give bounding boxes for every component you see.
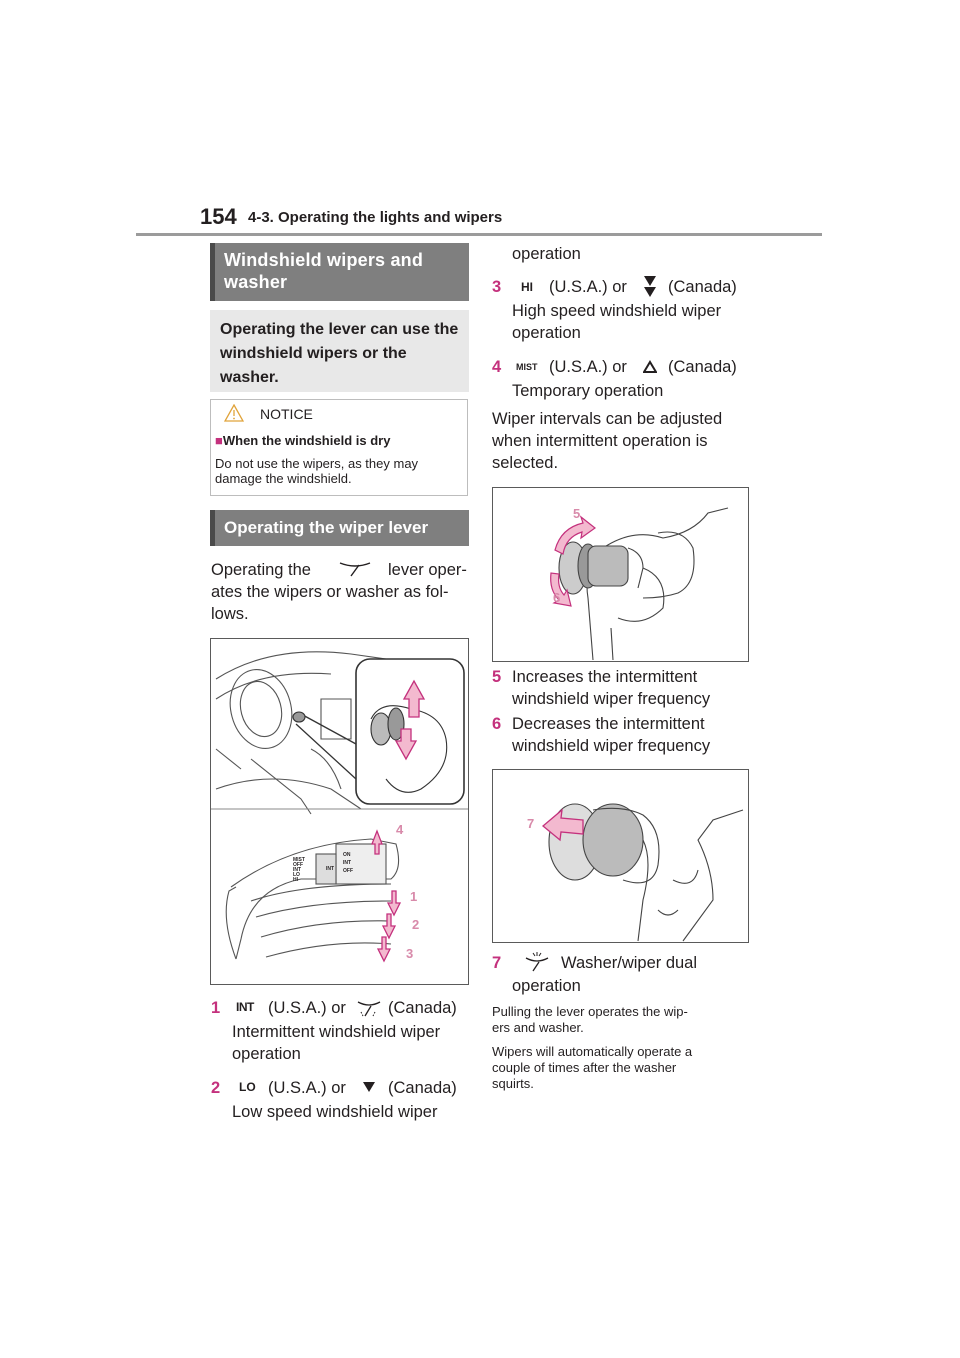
- item-6-line-2: windshield wiper frequency: [512, 737, 711, 755]
- item-2-desc-2: operation: [512, 245, 581, 263]
- interval-adjust-illustration: [493, 488, 748, 661]
- lo-symbol: LO: [239, 1080, 256, 1094]
- washer-figure: [492, 769, 749, 943]
- lever-markings-left: [293, 858, 313, 883]
- mist-symbol: MIST: [516, 362, 538, 372]
- lever-mark-hi: HI: [293, 877, 298, 883]
- item-4-usa: (U.S.A.) or: [549, 358, 627, 376]
- wiper-lever-figure: [210, 638, 469, 985]
- item-2-canada: (Canada): [388, 1079, 457, 1097]
- wiper-lever-illustration: [211, 639, 468, 984]
- figure-label-1: 1: [410, 889, 418, 904]
- lever-mark-mist: MIST: [293, 857, 305, 863]
- interval-line-2: when intermittent operation is: [492, 432, 708, 450]
- interval-adjust-figure: [492, 487, 749, 662]
- hi-symbol: HI: [521, 280, 533, 294]
- item-4-canada: (Canada): [668, 358, 737, 376]
- mist-icon: [643, 360, 657, 374]
- item-number-6: 6: [492, 715, 502, 733]
- item-6-line-1: Decreases the intermittent: [512, 715, 705, 733]
- item-1-desc-1: Intermittent windshield wiper: [232, 1023, 441, 1041]
- item-3-desc-2: operation: [512, 324, 581, 342]
- intro-line-2: ates the wipers or washer as fol-: [211, 583, 449, 601]
- item-7-line-1: Washer/wiper dual: [561, 954, 698, 972]
- washer-illustration: [493, 770, 748, 942]
- lever-markings-right: [343, 851, 363, 875]
- section-title: 4-3. Operating the lights and wipers: [248, 209, 503, 226]
- notice-label: NOTICE: [260, 406, 313, 422]
- item-1-desc-2: operation: [232, 1045, 301, 1063]
- item-number-1: 1: [211, 999, 221, 1017]
- item-5-line-2: windshield wiper frequency: [512, 690, 711, 708]
- item-3-desc-1: High speed windshield wiper: [512, 302, 722, 320]
- item-2-usa: (U.S.A.) or: [268, 1079, 346, 1097]
- high-speed-icon: [643, 275, 657, 299]
- page-number: 154: [200, 204, 237, 229]
- lever-mark-int-3: INT: [326, 866, 335, 872]
- item-number-4: 4: [492, 358, 502, 376]
- figure-label-2: 2: [412, 917, 420, 932]
- intro-line-1b: lever oper-: [388, 561, 467, 579]
- figure-label-4: 4: [396, 822, 404, 837]
- item-1-usa: (U.S.A.) or: [268, 999, 346, 1017]
- item-number-3: 3: [492, 278, 502, 296]
- item-number-7: 7: [492, 954, 502, 972]
- item-7-line-2: operation: [512, 977, 581, 995]
- note-1-line-1: Pulling the lever operates the wip-: [492, 1004, 688, 1019]
- lever-mark-int: INT: [293, 867, 302, 873]
- warning-icon: [224, 404, 244, 422]
- intro-line-1a: Operating the: [211, 561, 311, 579]
- header-divider: [136, 233, 822, 236]
- section-heading: Windshield wipers and washer: [210, 243, 469, 301]
- item-3-usa: (U.S.A.) or: [549, 278, 627, 296]
- lever-mark-lo: LO: [293, 872, 300, 878]
- notice-body: Do not use the wipers, as they may damage the windshield.: [215, 456, 419, 486]
- low-speed-icon: [362, 1081, 376, 1093]
- item-2-desc-1: Low speed windshield wiper: [232, 1103, 438, 1121]
- intermittent-wiper-icon: [356, 998, 382, 1018]
- intro-line-3: lows.: [211, 605, 249, 623]
- note-2-line-1: Wipers will automatically operate a: [492, 1044, 693, 1059]
- lever-mark-on: ON: [343, 852, 351, 858]
- figure-label-6: 6: [553, 590, 561, 605]
- item-1-canada: (Canada): [388, 999, 457, 1017]
- note-2-line-2: couple of times after the washer: [492, 1060, 677, 1075]
- note-2-line-3: squirts.: [492, 1076, 534, 1091]
- lever-mark-int-2: INT: [343, 860, 352, 866]
- square-bullet-icon: ■: [215, 433, 223, 448]
- item-3-canada: (Canada): [668, 278, 737, 296]
- lever-mark-off-2: OFF: [343, 868, 353, 874]
- notice-heading: [215, 433, 390, 448]
- notice-heading-text: When the windshield is dry: [222, 433, 391, 448]
- item-4-desc-1: Temporary operation: [512, 382, 664, 400]
- int-symbol: INT: [236, 1000, 254, 1014]
- figure-label-3: 3: [406, 946, 414, 961]
- item-number-2: 2: [211, 1079, 221, 1097]
- item-number-5: 5: [492, 668, 502, 686]
- item-5-line-1: Increases the intermittent: [512, 668, 698, 686]
- figure-label-7: 7: [527, 816, 535, 831]
- interval-line-1: Wiper intervals can be adjusted: [492, 410, 723, 428]
- figure-label-5: 5: [573, 506, 581, 521]
- interval-line-3: selected.: [492, 454, 559, 472]
- lead-box: Operating the lever can use the windshield wipers or the washer.: [210, 310, 469, 392]
- wiper-lever-icon: [337, 560, 373, 578]
- note-1-line-2: ers and washer.: [492, 1020, 584, 1035]
- subheading: Operating the wiper lever: [210, 510, 469, 546]
- lever-mark-off: OFF: [293, 862, 303, 868]
- washer-wiper-icon: [524, 952, 550, 972]
